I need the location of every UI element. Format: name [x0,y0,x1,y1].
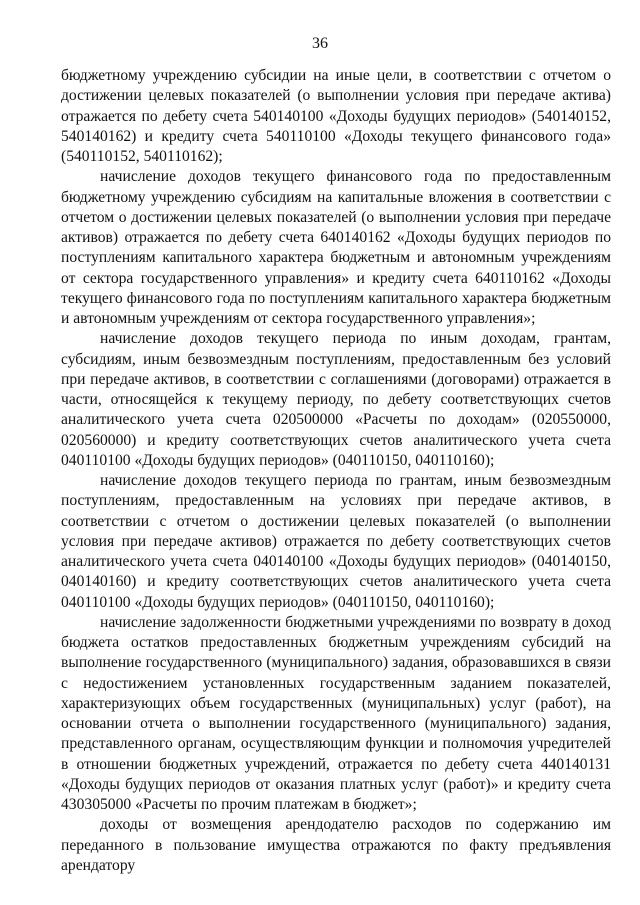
page-number: 36 [312,35,328,52]
paragraph: бюджетному учреждению субсидии на иные цели, в соответствии с отчетом о достижении целевых показателей (о выполнении условия при передаче актива) отражается по дебету счета 540140100 «Доходы будущих периодов» (540140152, 540140162) и кредиту счета 540110100 «Доходы текущего финансового года» (540110152, 540110162); [61,67,611,165]
paragraph: начисление доходов текущего финансового года по предоставленным бюджетному учреждению субсидиям на капитальные вложения в соответствии с отчетом о достижении целевых показателей (о выполнении условия при передаче активов) отражается по дебету счета 640140162 «Доходы будущих периодов по поступлениям капитального характера бюджетным и автономным учреждениям от сектора государственного управления» и кредиту счета 640110162 «Доходы текущего финансового года по поступлениям капитального характера бюджетным и автономным учреждениям от сектора государственного управления»; [61,168,611,327]
paragraph: доходы от возмещения арендодателю расходов по содержанию им переданного в пользование имущества отражаются по факту предъявления арендатору [61,816,611,874]
document-body [61,66,611,876]
paragraph: начисление доходов текущего периода по грантам, иным безвозмездным поступлениям, предоставленным на условиях при передаче активов, в соответствии с отчетом о достижении целевых показателей (о выполнении условия при передаче активов) отражается по дебету соответствующих счетов аналитического учета счета 040140100 «Доходы будущих периодов» (040140150, 040140160) и кредиту соответствующих счетов аналитического учета счета 040110100 «Доходы будущих периодов» (040110150, 040110160); [61,472,611,611]
paragraph: начисление доходов текущего периода по иным доходам, грантам, субсидиям, иным безвозмездным поступлениям, предоставленным без условий при передаче активов, в соответствии с соглашениями (договорами) отражается в части, относящейся к текущему периоду, по дебету соответствующих счетов аналитического учета счета 020500000 «Расчеты по доходам» (020550000, 020560000) и кредиту соответствующих счетов аналитического учета счета 040110100 «Доходы будущих периодов» (040110150, 040110160); [61,330,611,469]
paragraph: начисление задолженности бюджетными учреждениями по возврату в доход бюджета остатков предоставленных бюджетным учреждениям субсидий на выполнение государственного (муниципального) задания, образовавшихся в связи с недостижением установленных государственным заданием показателей, характеризующих объем государственных (муниципальных) услуг (работ), на основании отчета о выполнении государственного (муниципального) задания, представленного органам, осуществляющим функции и полномочия учредителей в отношении бюджетных учреждений, отражается по дебету счета 440140131 «Доходы будущих периодов от оказания платных услуг (работ)» и кредиту счета 430305000 «Расчеты по прочим платежам в бюджет»; [61,613,611,813]
